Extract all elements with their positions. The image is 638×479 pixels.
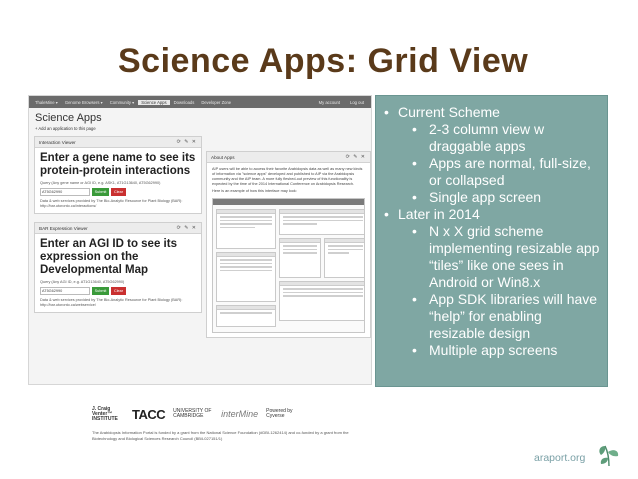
submit-button[interactable]: Submit (92, 188, 109, 196)
bullet-subitem: • 2-3 column view w draggable apps (412, 121, 545, 154)
slide-title: Science Apps: Grid View (118, 42, 529, 80)
funding-note: The Arabidopsis Information Portal is funded by a grant from the National Science Foundation (#DBI-1262414) and co-funded by a grant from the Biotechnology and Biological Sciences Research Council (BB/L027151/1) (92, 430, 349, 441)
partner-logos (92, 403, 362, 425)
jcvi-logo: J. Craig Venter™ INSTITUTE (92, 405, 118, 422)
bullet-subitem: • Multiple app screens (412, 342, 558, 358)
nav-item-developer-zone[interactable]: Developer Zone (201, 99, 232, 105)
clear-button[interactable]: Clear (111, 188, 126, 196)
intermine-logo: interMine (221, 409, 259, 419)
about-example: Here is an example of how this interface may look: (212, 189, 297, 193)
bullet-subitem: • Apps are normal, full-size, or collapsed (412, 155, 591, 188)
nav-item-downloads[interactable]: Downloads (173, 99, 195, 105)
cyverse-logo: Powered by Cyverse (266, 408, 293, 419)
bullet-subitem: • N x X grid scheme implementing resizable app “tiles” like one sees in Android or Win8.x (412, 223, 600, 290)
bullet-subitem: • Single app screen (412, 189, 542, 205)
right-column (206, 151, 371, 346)
nav-item-genome-browsers[interactable]: Genome Browsers ▾ (64, 99, 103, 105)
card-header[interactable] (35, 223, 201, 234)
about-text: AIP users will be able to access their favorite Arabidopsis data as well as many new kinds of information via "science apps" developed and published to AIP via the Arabidopsis community and the AIP team. A more fully fleshed-out preview of this functionality is expected by the time of the 2014 International Conference on Arabidopsis Research. (212, 167, 363, 186)
query-label: Query (Any gene name or AGI ID, e.g. ASK1, AT1G13640, AT5G62990) (40, 181, 161, 185)
tacc-logo: TACC (132, 406, 166, 422)
clear-button[interactable]: Clear (111, 287, 126, 295)
query-label: Query (Any AGI ID, e.g. AT1G13640, AT5G62990) (40, 280, 125, 284)
card-controls-icon[interactable]: ⟳ ✎ ✕ (176, 225, 197, 231)
nav-item-science-apps[interactable]: Science Apps (138, 100, 169, 105)
top-nav (29, 96, 371, 108)
nav-item-thalemine[interactable]: ThaleMine ▾ (35, 99, 58, 105)
my-account-link[interactable]: My account (318, 99, 341, 105)
example-interface-image (212, 198, 365, 333)
bullet-item: • Current Scheme (384, 104, 500, 120)
card-controls-icon[interactable]: ⟳ ✎ ✕ (176, 139, 197, 145)
left-column (34, 136, 202, 321)
gene-input[interactable]: AT5G62990 (40, 188, 90, 196)
app-screenshot (28, 95, 372, 385)
agi-input[interactable]: AT5G62990 (40, 287, 90, 295)
bullet-list-box (375, 95, 608, 387)
footer (92, 403, 362, 463)
add-app-link[interactable]: + Add an application to this page (35, 126, 96, 131)
bullet-item: • Later in 2014 (384, 206, 480, 222)
site-url[interactable]: araport.org (534, 452, 586, 464)
bullet-subitem: • App SDK libraries will have “help” for enabling resizable design (412, 291, 598, 341)
card-header[interactable] (35, 137, 201, 148)
card-title: About Apps (211, 154, 235, 160)
expression-prompt: Enter an AGI ID to see its expression on the Developmental Map (40, 238, 177, 276)
card-title: BAR Expression Viewer (39, 225, 88, 231)
nav-item-community[interactable]: Community ▾ (109, 99, 135, 105)
about-apps-card (206, 151, 371, 338)
araport-leaf-icon (595, 440, 623, 468)
submit-button[interactable]: Submit (92, 287, 109, 295)
card-header[interactable] (207, 152, 370, 163)
source-note: Data & web services provided by The Bio-Analytic Resource for Plant Biology (BAR): http://bar.utoronto.ca/webservice/ (40, 298, 183, 307)
source-note: Data & web services provided by The Bio-Analytic Resource for Plant Biology (BAR): http://bar.utoronto.ca/interactions/ (40, 199, 183, 208)
card-controls-icon[interactable]: ⟳ ✎ ✕ (345, 154, 366, 160)
page-title: Science Apps (35, 112, 102, 124)
card-title: Interaction Viewer (39, 139, 76, 145)
logout-link[interactable]: Log out (350, 99, 364, 105)
bar-expression-card (34, 222, 202, 313)
interaction-viewer-card (34, 136, 202, 214)
cambridge-logo: UNIVERSITY OF CAMBRIDGE (173, 408, 212, 419)
interaction-prompt: Enter a gene name to see its protein-protein interactions (40, 152, 196, 177)
